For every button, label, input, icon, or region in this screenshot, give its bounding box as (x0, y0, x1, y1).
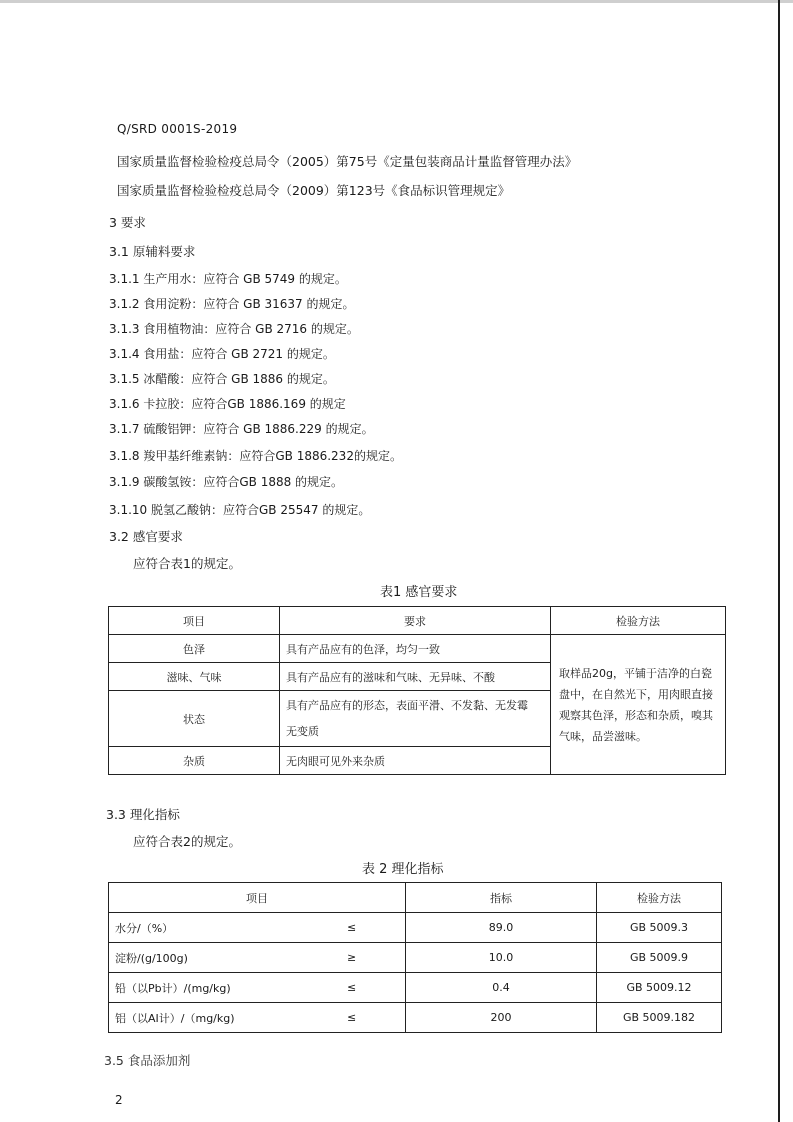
table1-row-requirement (280, 691, 551, 747)
table1-row-requirement: 无肉眼可见外来杂质 (280, 747, 551, 775)
table1-requirement-line: 具有产品应有的形态，表面平滑、不发黏、无发霉 (286, 698, 528, 712)
section-3-5-title: 3.5 食品添加剂 (104, 1053, 191, 1068)
table2-header-item: 项目 (109, 883, 406, 913)
table1-method-line: 观察其色泽，形态和杂质，嗅其 (559, 708, 713, 722)
section-3-2-title: 3.2 感官要求 (109, 529, 183, 544)
table1-row-item: 状态 (109, 691, 280, 747)
table1-header-item: 项目 (109, 607, 280, 635)
section-3-1-title: 3.1 原辅料要求 (109, 244, 196, 259)
table1-row-item: 色泽 (109, 635, 280, 663)
table1-method-line: 取样品20g，平铺于洁净的白瓷 (559, 666, 712, 680)
material-item-10: 3.1.10 脱氢乙酸钠：应符合GB 25547 的规定。 (109, 503, 371, 517)
table2-row-value: 200 (406, 1003, 597, 1033)
sensory-table (108, 606, 726, 775)
table1-row-requirement: 具有产品应有的色泽，均匀一致 (280, 635, 551, 663)
material-item-3: 3.1.3 食用植物油：应符合 GB 2716 的规定。 (109, 322, 359, 336)
table1-method-line: 盘中，在自然光下，用肉眼直接 (559, 687, 713, 701)
table2-row-operator: ≤ (341, 973, 406, 1003)
material-item-5: 3.1.5 冰醋酸：应符合 GB 1886 的规定。 (109, 372, 335, 386)
table1-row-item: 杂质 (109, 747, 280, 775)
table2-row-operator: ≤ (341, 1003, 406, 1033)
material-item-6: 3.1.6 卡拉胶：应符合GB 1886.169 的规定 (109, 397, 346, 411)
physicochemical-table (108, 882, 722, 1033)
table2-row-method: GB 5009.182 (597, 1003, 722, 1033)
scan-top-edge (0, 0, 793, 3)
table1-requirement-line: 无变质 (286, 724, 319, 738)
material-item-9: 3.1.9 碳酸氢铵：应符合GB 1888 的规定。 (109, 475, 344, 489)
table1-row-item: 滋味、气味 (109, 663, 280, 691)
reference-line-2: 国家质量监督检验检疫总局令（2009）第123号《食品标识管理规定》 (117, 183, 511, 198)
section-3-2-intro: 应符合表1的规定。 (133, 556, 241, 571)
table1-header-method: 检验方法 (551, 607, 726, 635)
page-number: 2 (115, 1093, 123, 1107)
doc-code: Q/SRD 0001S-2019 (117, 122, 238, 136)
table2-row-value: 89.0 (406, 913, 597, 943)
material-item-7: 3.1.7 硫酸铝钾：应符合 GB 1886.229 的规定。 (109, 422, 374, 436)
table2-row-value: 0.4 (406, 973, 597, 1003)
table2-row-value: 10.0 (406, 943, 597, 973)
table2-header-method: 检验方法 (597, 883, 722, 913)
section-3-3-intro: 应符合表2的规定。 (133, 834, 241, 849)
table2-row-operator: ≥ (341, 943, 406, 973)
table1-row-requirement: 具有产品应有的滋味和气味、无异味、不酸 (280, 663, 551, 691)
section-3-title: 3 要求 (109, 215, 146, 230)
material-item-2: 3.1.2 食用淀粉：应符合 GB 31637 的规定。 (109, 297, 355, 311)
material-item-4: 3.1.4 食用盐：应符合 GB 2721 的规定。 (109, 347, 335, 361)
section-3-3-title: 3.3 理化指标 (106, 807, 180, 822)
material-item-8: 3.1.8 羧甲基纤维素钠：应符合GB 1886.232的规定。 (109, 449, 402, 463)
table1-header-requirement: 要求 (280, 607, 551, 635)
table2-row-operator: ≤ (341, 913, 406, 943)
material-item-1: 3.1.1 生产用水：应符合 GB 5749 的规定。 (109, 272, 347, 286)
table2-row-item: 水分/（%） (109, 913, 342, 943)
table2-row-item: 铝（以AI计）/（mg/kg) (109, 1003, 342, 1033)
reference-line-1: 国家质量监督检验检疫总局令（2005）第75号《定量包装商品计量监督管理办法》 (117, 154, 578, 169)
scan-right-edge (778, 0, 780, 1122)
table2-row-method: GB 5009.12 (597, 973, 722, 1003)
table2-row-method: GB 5009.9 (597, 943, 722, 973)
table2-row-item: 铅（以Pb计）/(mg/kg) (109, 973, 342, 1003)
table2-header-indicator: 指标 (406, 883, 597, 913)
table2-row-method: GB 5009.3 (597, 913, 722, 943)
table1-caption: 表1 感官要求 (380, 585, 458, 600)
table2-caption: 表 2 理化指标 (362, 862, 444, 877)
table2-row-item: 淀粉/(g/100g) (109, 943, 342, 973)
table1-method-cell (551, 635, 726, 775)
table1-method-line: 气味，品尝滋味。 (559, 729, 647, 743)
